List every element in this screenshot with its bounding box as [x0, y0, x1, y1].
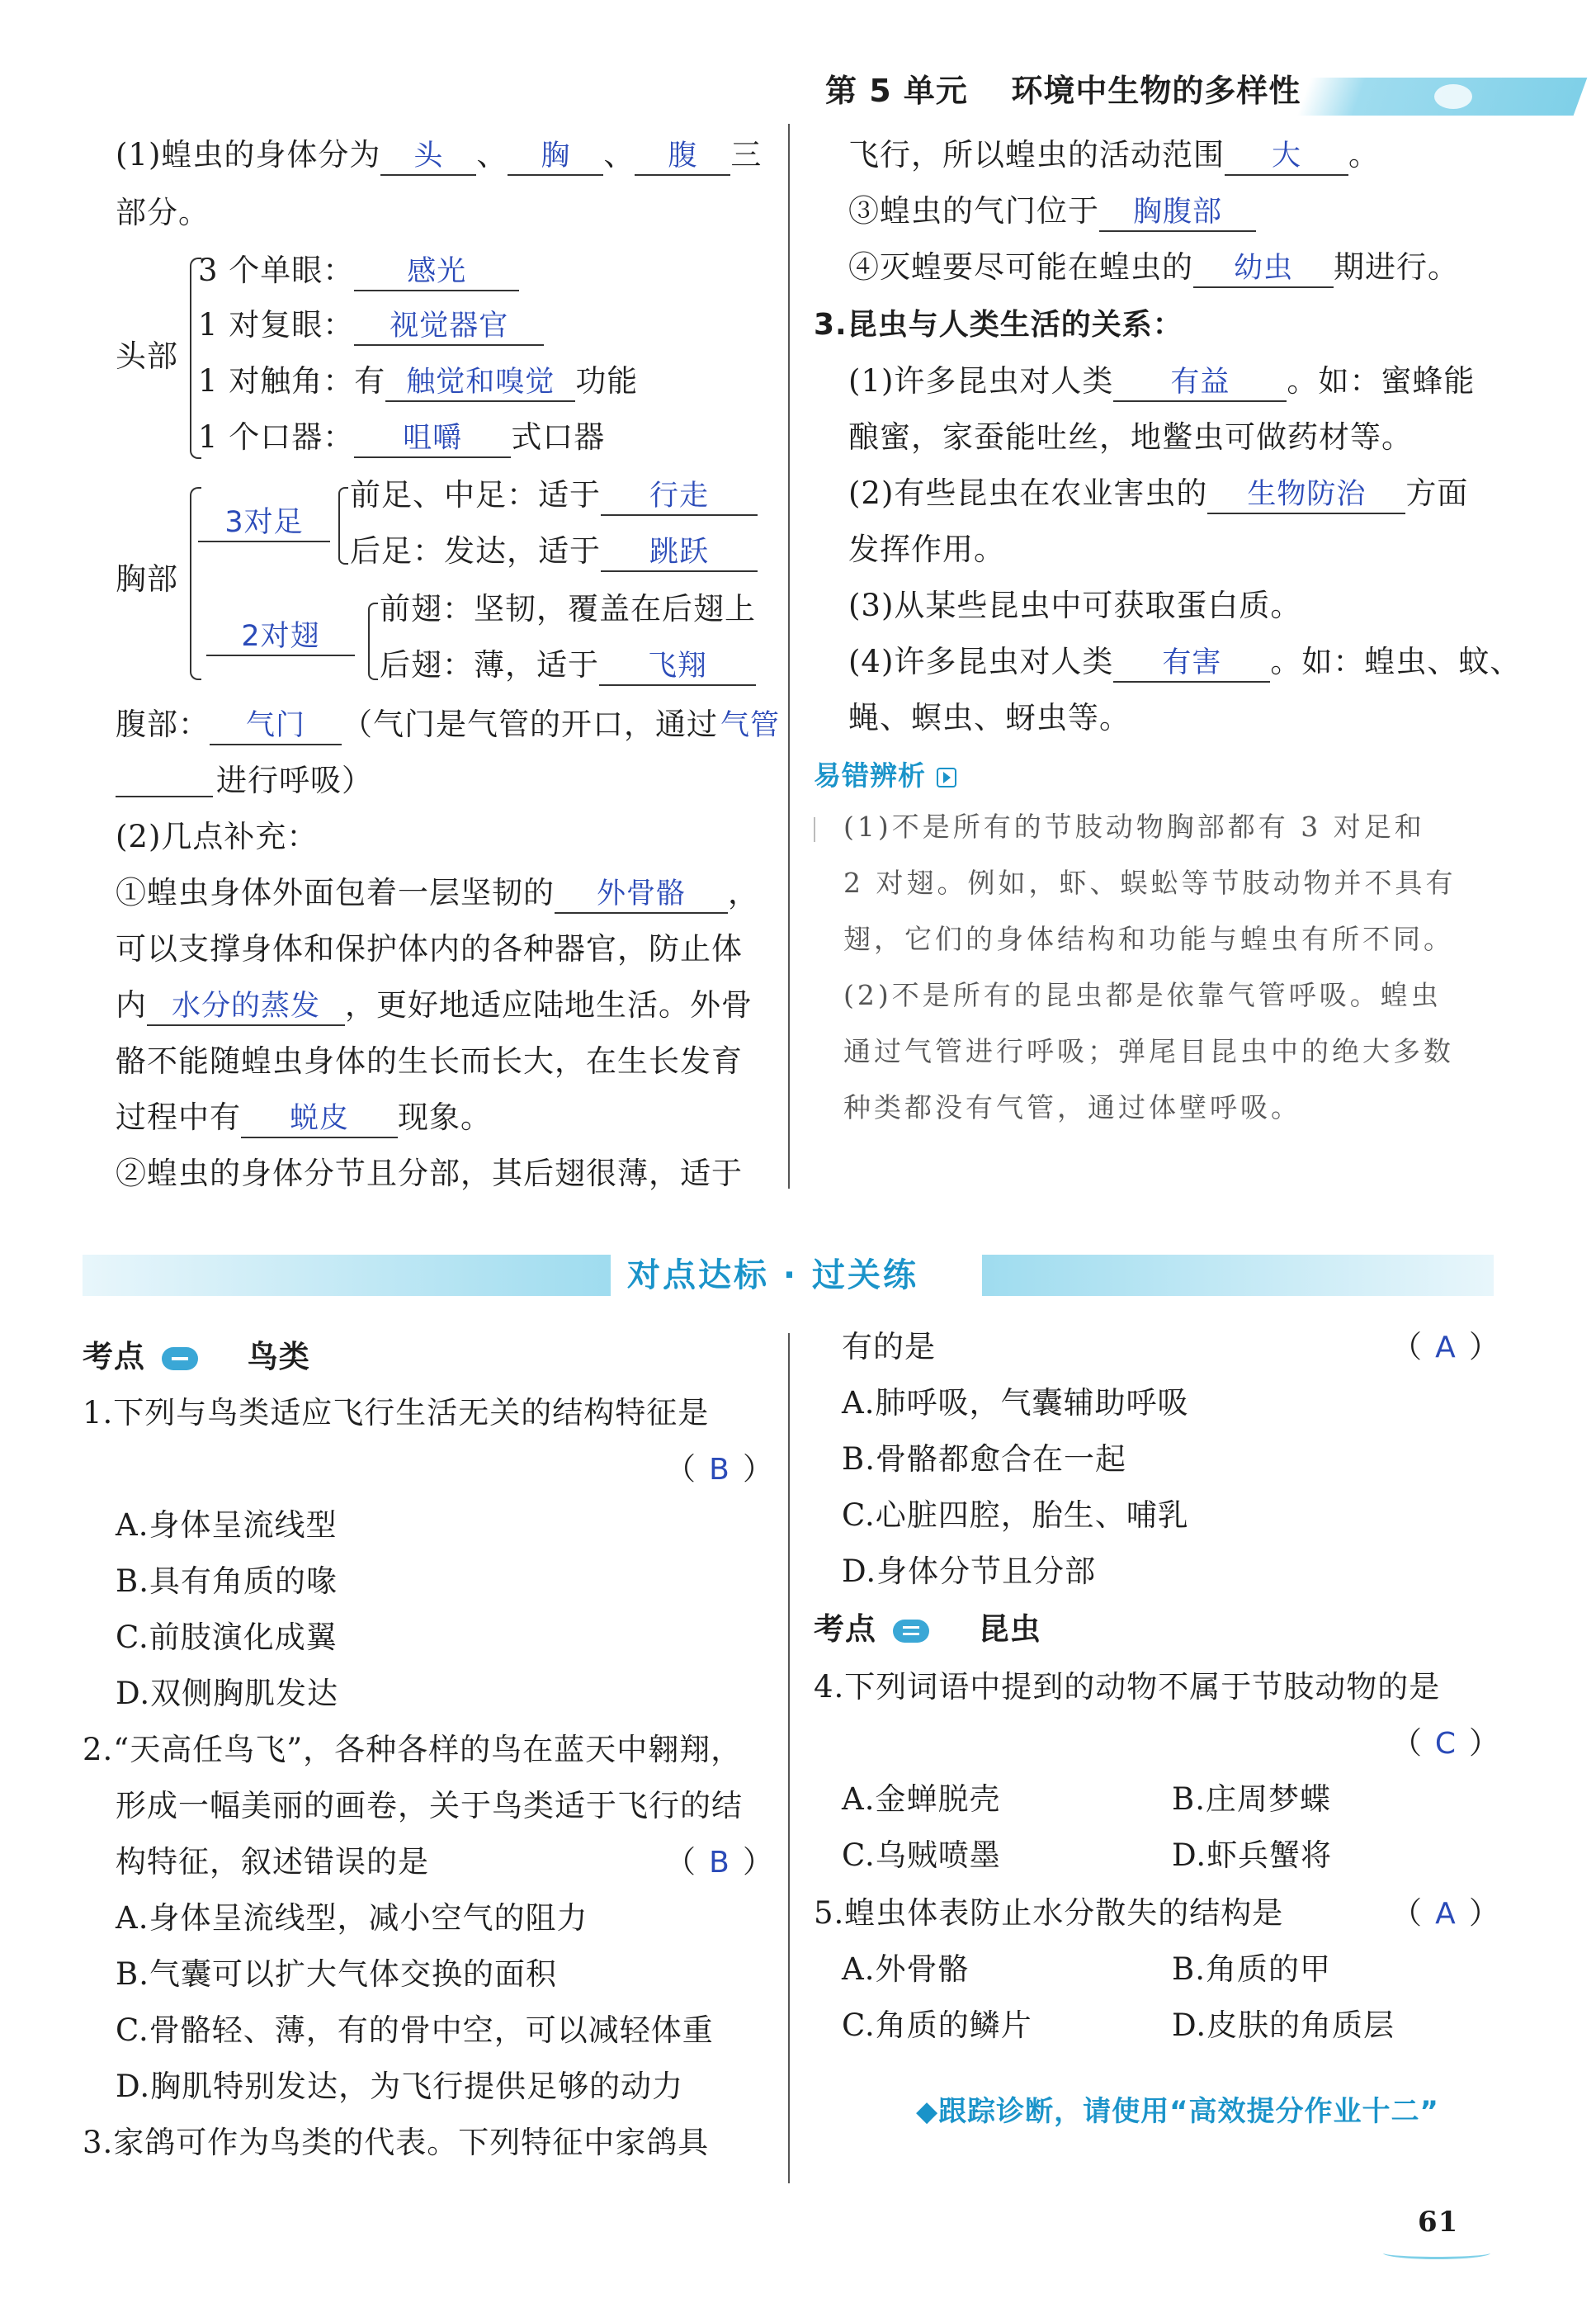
- unit-number: 第 5 单元: [825, 73, 968, 109]
- p2-line1: ②蝗虫的身体分节且分部，其后翅很薄，适于: [116, 1156, 743, 1191]
- head-label: 头部: [116, 338, 178, 374]
- r-line3: ④灭蝗要尽可能在蝗虫的 幼虫 期进行。: [848, 249, 1459, 288]
- answer-molting: 蜕皮: [241, 1100, 398, 1138]
- answer-spiracle: 气门: [210, 707, 342, 745]
- p1-line5: 过程中有 蜕皮 现象。: [116, 1100, 492, 1138]
- error-line-3: 翅，它们的身体结构和功能与蝗虫有所不同。: [843, 923, 1454, 955]
- ex-q2-answer: （ B ）: [665, 1844, 774, 1880]
- kp2-badge: [893, 1620, 929, 1643]
- error-analysis-title: 易错辨析: [814, 758, 956, 794]
- ex-q3-option-a: A.肺呼吸，气囊辅助呼吸: [842, 1385, 1189, 1421]
- wings-brace: [368, 603, 378, 680]
- r1-line2: 酿蜜，家蚕能吐丝，地鳖虫可做药材等。: [848, 419, 1413, 455]
- error-line-5: 通过气管进行呼吸；弹尾目昆虫中的绝大多数: [843, 1035, 1454, 1067]
- q1-line2: 部分。: [116, 195, 210, 230]
- ex-q1-option-b: B.具有角质的喙: [116, 1563, 338, 1599]
- page-number: 61: [1418, 2206, 1459, 2239]
- r-line2: ③蝗虫的气门位于 胸腹部: [848, 193, 1256, 232]
- ex-q1-option-a: A.身体呈流线型: [116, 1507, 338, 1543]
- ex-q2-line3: 构特征，叙述错误的是: [116, 1844, 429, 1880]
- ex-q1-answer: （ B ）: [665, 1451, 774, 1487]
- error-line-6: 种类都没有气管，通过体壁呼吸。: [843, 1091, 1301, 1123]
- thorax-feet: 3对足: [198, 504, 330, 542]
- wing-row-forewing: 前翅：坚韧，覆盖在后翅上: [380, 591, 756, 627]
- answer-beneficial: 有益: [1113, 364, 1287, 402]
- head-row-mouthparts: 1 个口器： 咀嚼 式口器: [198, 419, 605, 458]
- wing-row-hindwing: 后翅：薄，适于 飞翔: [380, 647, 756, 686]
- answer-abdomen: 腹: [635, 138, 730, 176]
- answer-biocontrol: 生物防治: [1207, 476, 1405, 514]
- ex-q5-option-b: B.角质的甲: [1172, 1951, 1331, 1987]
- error-line-2: 2 对翅。例如，虾、蜈蚣等节肢动物并不具有: [843, 867, 1457, 899]
- r1-line1: (1)许多昆虫对人类 有益 。如：蜜蜂能: [848, 363, 1475, 402]
- ex-q5-option-d: D.皮肤的角质层: [1172, 2008, 1395, 2043]
- ex-q4-option-c: C.乌贼喷墨: [842, 1837, 1001, 1873]
- r-line1: 飞行，所以蝗虫的活动范围 大 。: [848, 137, 1380, 176]
- r2-line1: (2)有些昆虫在农业害虫的 生物防治 方面: [848, 475, 1468, 514]
- head-row-compound-eyes: 1 对复眼： 视觉器官: [198, 307, 544, 346]
- answer-spiracle-location: 胸腹部: [1099, 194, 1256, 232]
- ex-q3-option-d: D.身体分节且分部: [842, 1554, 1097, 1589]
- section-banner-left: [83, 1255, 611, 1296]
- p1-line1: ①蝗虫身体外面包着一层坚韧的 外骨骼 ，: [116, 875, 759, 914]
- ex-q3-line1: 3.家鸽可作为鸟类的代表。下列特征中家鸽具: [83, 2125, 710, 2160]
- p1-line2: 可以支撑身体和保护体内的各种器官，防止体: [116, 931, 743, 967]
- q1-line: (1)蝗虫的身体分为 头 、 胸 、 腹 三: [116, 137, 762, 176]
- answer-head: 头: [380, 138, 476, 176]
- answer-exoskeleton: 外骨骼: [555, 876, 728, 914]
- page-number-decoration: [1383, 2247, 1490, 2259]
- ex-q1-option-c: C.前肢演化成翼: [116, 1620, 338, 1655]
- ex-q2-option-a: A.身体呈流线型，减小空气的阻力: [116, 1900, 588, 1936]
- abdomen-blank-line: [116, 796, 213, 797]
- ex-q3-option-c: C.心脏四腔，胎生、哺乳: [842, 1497, 1189, 1533]
- feet-brace: [338, 487, 348, 565]
- error-line-4: (2)不是所有的昆虫都是依靠气管呼吸。蝗虫: [843, 979, 1442, 1011]
- p1-line4: 骼不能随蝗虫身体的生长而长大，在生长发育: [116, 1043, 743, 1079]
- error-left-rule: [814, 817, 815, 842]
- ex-q4-option-d: D.虾兵蟹将: [1172, 1837, 1333, 1873]
- column-divider: [788, 124, 790, 1189]
- answer-harmful: 有害: [1113, 645, 1270, 683]
- r4-line2: 蝇、螟虫、蚜虫等。: [848, 700, 1131, 735]
- ex-q2-line1: 2.“天高任鸟飞”，各种各样的鸟在蓝天中翱翔，: [83, 1732, 743, 1767]
- ex-q4-answer: （ C ）: [1391, 1725, 1500, 1761]
- abdomen-line: 腹部： 气门 （气门是气管的开口，通过气管: [116, 707, 782, 745]
- answer-range: 大: [1225, 138, 1348, 176]
- unit-title: 环境中生物的多样性: [1011, 73, 1301, 109]
- head-row-antennae: 1 对触角：有 触觉和嗅觉 功能: [198, 363, 638, 402]
- ex-q2-option-b: B.气囊可以扩大气体交换的面积: [116, 1956, 557, 1992]
- footer-note: ◆跟踪诊断，请使用“高效提分作业十二”: [916, 2095, 1439, 2128]
- q2-title: (2)几点补充：: [116, 819, 319, 854]
- r4-line1: (4)许多昆虫对人类 有害 。如：蝗虫、蚊、: [848, 644, 1521, 683]
- answer-evaporation: 水分的蒸发: [147, 988, 345, 1026]
- column-divider-lower: [788, 1333, 790, 2183]
- section3-title: 3.昆虫与人类生活的关系：: [814, 308, 1183, 342]
- ex-q3-line2: 有的是: [842, 1329, 936, 1364]
- ex-q2-option-d: D.胸肌特别发达，为飞行提供足够的动力: [116, 2069, 684, 2104]
- ex-q5-option-c: C.角质的鳞片: [842, 2008, 1032, 2043]
- ex-q2-option-c: C.骨骼轻、薄，有的骨中空，可以减轻体重: [116, 2012, 714, 2048]
- ex-q4-text: 4.下列词语中提到的动物不属于节肢动物的是: [814, 1669, 1441, 1705]
- kp1-heading: 考点 鸟类: [83, 1339, 310, 1374]
- r3-line: (3)从某些昆虫中可获取蛋白质。: [848, 588, 1302, 623]
- ex-q1-option-d: D.双侧胸肌发达: [116, 1676, 339, 1711]
- ex-q5-text: 5.蝗虫体表防止水分散失的结构是: [814, 1895, 1284, 1931]
- thorax-wings: 2对翅: [206, 617, 355, 656]
- r2-line2: 发挥作用。: [848, 532, 1005, 567]
- ex-q2-line2: 形成一幅美丽的画卷，关于鸟类适于飞行的结: [116, 1788, 743, 1823]
- section-banner-right: [982, 1255, 1494, 1296]
- feet-row-walking: 前足、中足：适于 行走: [350, 477, 758, 516]
- answer-nymph: 幼虫: [1193, 250, 1334, 288]
- ex-q4-option-a: A.金蝉脱壳: [842, 1781, 1001, 1817]
- kp2-heading: 考点 昆虫: [814, 1611, 1041, 1647]
- ex-q5-option-a: A.外骨骼: [842, 1951, 970, 1987]
- error-line-1: (1)不是所有的节肢动物胸部都有 3 对足和: [843, 811, 1425, 843]
- unit-header: [825, 73, 1301, 109]
- answer-trachea: 气管: [720, 709, 780, 742]
- kp1-badge: [162, 1347, 198, 1370]
- ex-q5-answer: （ A ）: [1391, 1895, 1500, 1931]
- abdomen-line2: 进行呼吸）: [216, 763, 373, 798]
- play-icon: [937, 768, 956, 787]
- thorax-label: 胸部: [116, 561, 178, 597]
- ex-q3-answer: （ A ）: [1391, 1329, 1500, 1364]
- header-logo-icon: [1434, 84, 1472, 109]
- answer-thorax: 胸: [508, 138, 603, 176]
- feet-row-jumping: 后足：发达，适于 跳跃: [350, 533, 758, 572]
- section-banner-title: 对点达标 · 过关练: [627, 1256, 919, 1294]
- ex-q4-option-b: B.庄周梦蝶: [1172, 1781, 1331, 1817]
- p1-line3: 内 水分的蒸发 ，更好地适应陆地生活。外骨: [116, 987, 753, 1026]
- ex-q3-option-b: B.骨骼都愈合在一起: [842, 1441, 1126, 1477]
- ex-q1-text: 1.下列与鸟类适应飞行生活无关的结构特征是: [83, 1395, 710, 1431]
- head-row-ocelli: 3 个单眼： 感光: [198, 253, 519, 291]
